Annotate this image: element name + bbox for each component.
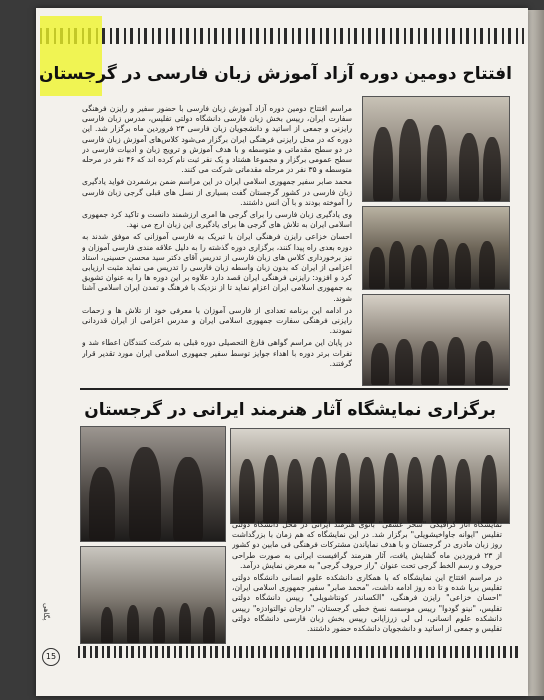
magazine-name: پگاهی (42, 603, 50, 621)
article1-paragraph: محمد صابر سفیر جمهوری اسلامی ایران در این مراسم ضمن برشمردن فواید یادگیری زبان فارسی در کشور گرجستان گفت بسیاری از نسل های قبلی گرجی زبان فارسی را آموخته بودند و با آن انس داشتند. (82, 177, 352, 207)
ornamental-border-top (40, 28, 524, 44)
article1-paragraph: وی یادگیری زبان فارسی را برای گرجی ها امری ارزشمند دانست و تاکید کرد جمهوری اسلامی ایران به تلاش های گرجی ها برای یادگیری این زبان ارج می نهد. (82, 210, 352, 230)
article1-paragraph: در پایان این مراسم گواهی فارغ التحصیلی دوره قبلی به شرکت کنندگان اعطاء شد و نفرات برتر دوره با اهداء جوایز توسط سفیر جمهوری اسلامی ایران مورد تقدیر قرار گرفتند. (82, 338, 352, 368)
ornamental-border-bottom (78, 646, 518, 658)
article2-headline: برگزاری نمایشگاه آثار هنرمند ایرانی در گرجستان (84, 400, 496, 420)
photo-exhibition-hall (80, 546, 226, 644)
section-divider (80, 388, 508, 390)
article1-body (82, 104, 352, 380)
article1-paragraph: احسان خزاعی رایزن فرهنگی ایران با تبریک به فارسی آموزانی که موفق شدند به دوره بعدی راه پیدا کنند، برگزاری دوره گذشته را به دلیل علاقه مندی فارسی آموزان و نیز برخورداری کلاس های زبان فارسی از تدریس آقای دکتر سید محسن حسینی، استاد اعزامی از ایران که بدون زبان واسطه زبان فارسی را تدریس می نماید مثبت ارزیابی کرد و افزود: رایزنی فرهنگی ایران قصد دارد علاوه بر این دوره ها را به عنوان تشویق به جمهوری اسلامی ایران اعزام نماید تا از نزدیک با فرهنگ و تمدن ایران اسلامی آشنا شوند. (82, 232, 352, 303)
article1-headline: افتتاح دومین دوره آزاد آموزش زبان فارسی در گرجستان (38, 64, 512, 84)
page-number: 15 (42, 648, 60, 666)
article2-body (232, 520, 502, 640)
photo-audience-students (362, 206, 510, 290)
article1-paragraph: مراسم افتتاح دومین دوره آزاد آموزش زبان فارسی با حضور سفیر و رایزن فرهنگی سفارت ایران، رییس بخش زبان فارسی دانشگاه دولتی تفلیس، مدرس زبان فارسی رایزنی و جمعی از اساتید و دانشجویان زبان فارسی ۲۳ فروردین ماه برگزار شد. این دوره که در محل رایزنی فرهنگی ایران برگزار می‌شود کلاس‌های آموزش زبان فارسی در دو سطح مقدماتی و متوسطه و با هدف آموزش و ترویج زبان و ادبیات فارسی در سطح عمومی برگزار و مجموعا هشتاد و یک نفر ثبت نام کرده اند که ۴۶ نفر در مرحله متوسطه و ۳۵ نفر در مرحله مقدماتی شرکت می کنند. (82, 104, 352, 175)
magazine-page (36, 8, 528, 696)
photo-ceremony-certificate (362, 96, 510, 202)
photo-exhibition-visitors (80, 426, 226, 542)
page-edge (528, 10, 544, 696)
photo-conference-table (362, 294, 510, 386)
article1-paragraph: در ادامه این برنامه تعدادی از فارسی آموزان با معرفی خود از تلاش ها و زحمات رایزنی فرهنگی سفارت جمهوری اسلامی ایران و مدرس اعزامی از ایران قدردانی نمودند. (82, 305, 352, 336)
photo-group-portrait (230, 428, 510, 524)
article2-paragraph: نمایشگاه آثار گرافیکی "سحر عشقی" بانوی هنرمند ایرانی در محل دانشگاه دولتی تفلیس "ایوانه جاواخیشویلی" برگزار شد. در این نمایشگاه که هم زمان با بزرگداشت روز زبان مادری در گرجستان و با هدف نمایاندن مشترکات فرهنگی فی مابین دو کشور از ۲۳ فروردین ماه گشایش یافت، آثار هنرمند گرافیست ایرانی به صورت طراحی حروف و رسم الخط گرجی تحت عنوان "راز حروف گرجی" به معرض نمایش درآمد. (232, 520, 502, 570)
sticky-note-highlight (40, 16, 102, 96)
article2-paragraph: در مراسم افتتاح این نمایشگاه که با همکاری دانشکده علوم انسانی دانشگاه دولتی تفلیس برپا شده و تا ده روز ادامه داشت، "محمد صابر" سفیر جمهوری اسلامی ایران، "احسان خزاعی" رایزن فرهنگی، "الکساندر کونتاشویلی" رییس دانشگاه دولتی تفلیس، "نینو گودوا" رییس موسسه نسخ خطی گرجستان، "دارجان توالتوادزه" رییس دانشکده علوم انسانی، لی لی زرزایانی رییس بخش زبان فارسی دانشگاه دولتی تفلیس و جمعی از اساتید و دانشجویان دانشکده حضور داشتند. (232, 573, 502, 634)
